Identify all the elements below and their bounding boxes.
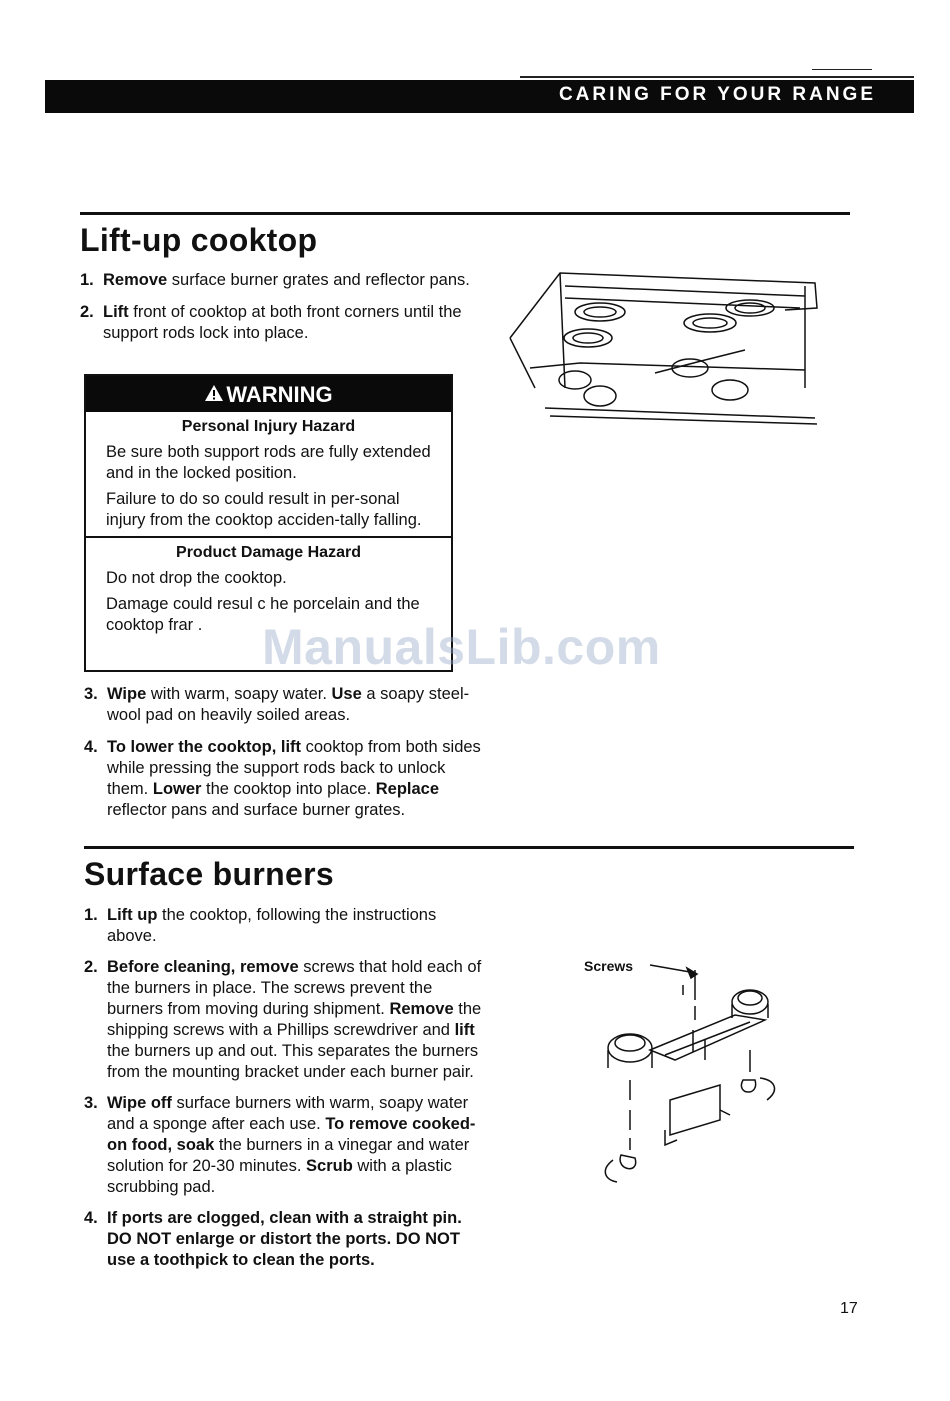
screws-label: Screws [584,958,634,974]
step-bold: Replace [375,780,440,798]
list-item [84,957,489,1083]
step-bold: To lower the cooktop, lift [107,738,302,756]
step-bold: Use [331,685,362,703]
list-item [84,905,489,947]
burner-steps [84,905,489,1282]
warning-triangle-icon [204,377,224,415]
product-damage-text-1: Do not drop the cooktop. [106,569,287,587]
step-number: 4. [84,738,98,756]
page-number: 17 [840,1300,858,1317]
section-title-burners: Surface burners [84,856,334,892]
list-item [84,737,484,821]
step-number: 1. [84,906,98,924]
step-number: 1. [80,271,94,289]
burner-assembly-illustration [595,960,795,1190]
section-rule-lift [80,212,850,215]
step-bold: Wipe off [107,1094,172,1112]
step-number: 3. [84,685,98,703]
step-text: reflector pans and surface burner grates. [107,801,406,819]
step-bold: Before cleaning, remove [107,958,299,976]
step-bold: Lift [103,303,129,321]
step-bold: Remove [389,1000,454,1018]
step-text: cooktop from both sides while pressing the support rods back to unlock them. [107,738,481,798]
step-bold: To remove cooked-on food, soak [107,1115,476,1154]
cooktop-lift-illustration [505,268,825,428]
watermark: ManualsLib.com [262,619,661,675]
step-text: surface burners with warm, soapy water and a sponge after each use. [107,1094,469,1133]
list-item [84,684,484,726]
warning-header [86,376,451,412]
list-item [84,1093,489,1198]
warning-label: WARNING [226,382,333,407]
step-number: 2. [80,303,94,321]
lift-steps [80,270,485,355]
step-bold: Lift up [107,906,158,924]
header-decoration-line [520,76,914,78]
product-damage-text-2: Damage could resul c he porcelain and the cooktop frar . [106,595,420,634]
header-band [45,80,914,113]
personal-injury-title: Personal Injury Hazard [181,418,356,435]
step-bold: Scrub [306,1157,353,1175]
step-text: the cooktop, following the instructions above. [107,906,437,945]
step-number: 3. [84,1094,98,1112]
step-text: with a plastic scrubbing pad. [107,1157,452,1196]
step-text: screws that hold each of the burners in place. The screws prevent the burners from moving during shipment. [107,958,482,1018]
step-text: the burners in a vinegar and water solution for 20-30 minutes. [107,1136,470,1175]
product-damage-title: Product Damage Hazard [176,544,361,561]
step-text: with warm, soapy water. [146,685,332,703]
step-text: front of cooktop at both front corners until the support rods lock into place. [103,303,462,342]
list-item [80,270,485,291]
step-text: a soapy steel-wool pad on heavily soiled areas. [107,685,470,724]
step-text: the shipping screws with a Phillips screwdriver and [107,1000,482,1039]
step-bold: Remove [103,271,168,289]
step-text: the cooktop into place. [201,780,376,798]
warning-divider [86,536,451,538]
step-number: 2. [84,958,98,976]
personal-injury-text-2: Failure to do so could result in per-sonal injury from the cooktop acciden-tally falling. [106,490,422,529]
lift-steps-continued [84,684,484,832]
step-number: 4. [84,1209,98,1227]
step-text: the burners up and out. This separates the burners from the mounting bracket under each burner pair. [107,1042,479,1081]
step-bold: Wipe [107,685,147,703]
personal-injury-text-1: Be sure both support rods are fully extended and in the locked position. [106,443,431,482]
header-title: CARING FOR YOUR RANGE [558,84,876,105]
section-rule-burners [84,846,854,849]
step-bold: If ports are clogged, clean with a straight pin. DO NOT enlarge or distort the ports. DO NOT use a toothpick to clean the ports. [107,1209,462,1269]
list-item [80,302,485,344]
step-bold: Lower [152,780,202,798]
list-item [84,1208,489,1271]
section-title-lift: Lift-up cooktop [80,222,318,258]
step-bold: lift [454,1021,475,1039]
step-text: surface burner grates and reflector pans. [167,271,470,289]
header-decoration-line-short [812,69,872,70]
